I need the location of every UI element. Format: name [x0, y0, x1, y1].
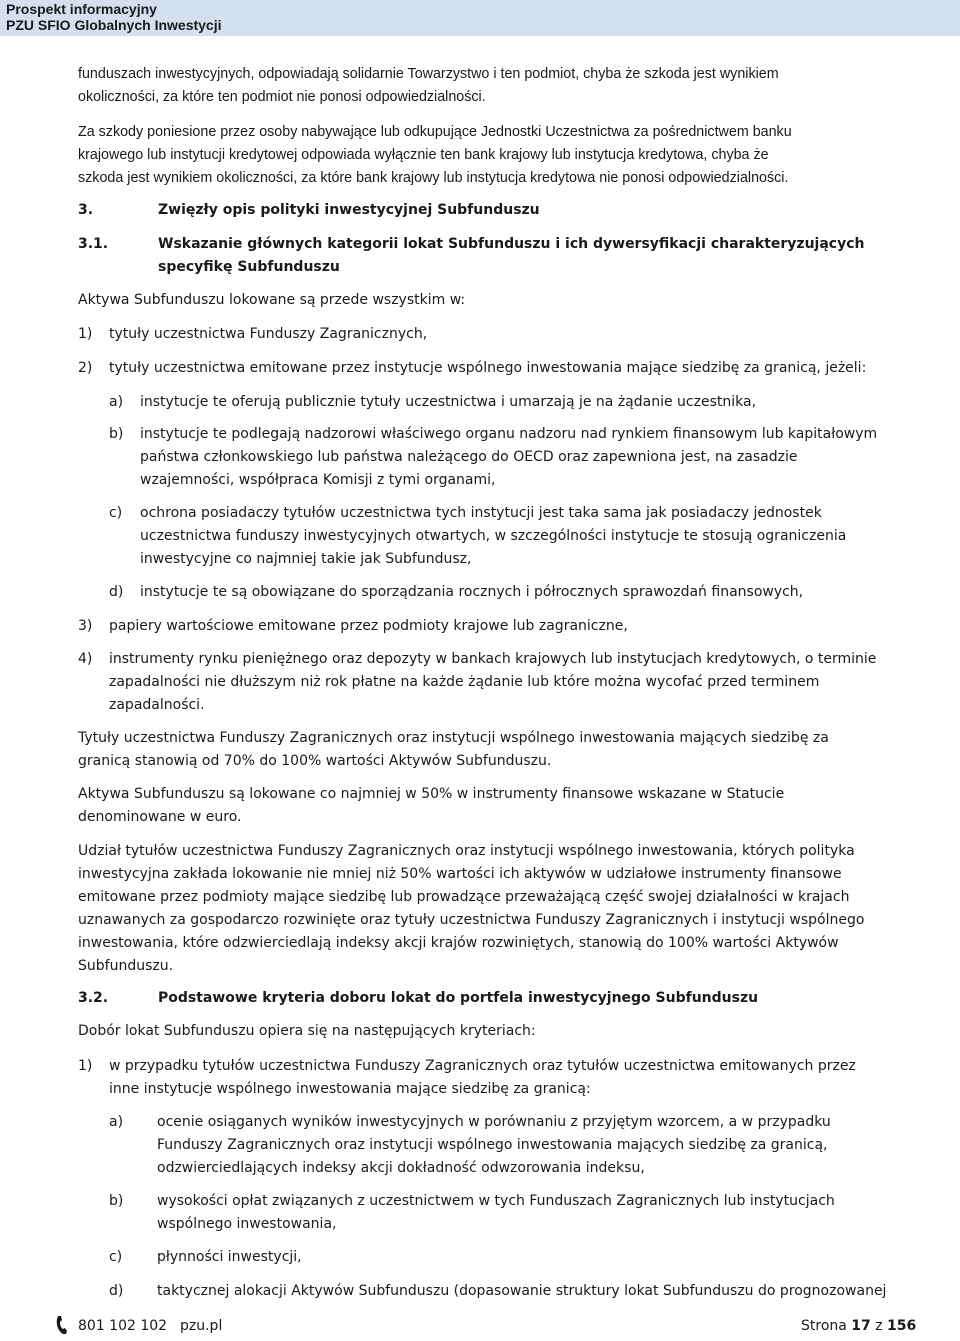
sublist-item: państwa członkowskiego lub państwa należącego do OECD oraz zapewniona jest, na zasadzie — [140, 449, 798, 465]
section-31-title: Wskazanie głównych kategorii lokat Subfunduszu i ich dywersyfikacji charakteryzujących — [158, 236, 865, 252]
header-title: Prospekt informacyjny — [6, 1, 157, 17]
list-label: 1) — [78, 1058, 93, 1074]
sublist-item: instytucje te są obowiązane do sporządzania rocznych i półrocznych sprawozdań finansowych, — [140, 584, 804, 600]
page-number — [801, 1318, 916, 1335]
sublist-item: wspólnego inwestowania, — [157, 1216, 337, 1232]
footer-phone: 801 102 102 — [78, 1318, 168, 1334]
sublist-label: c) — [109, 1249, 123, 1265]
header-fund-name: PZU SFIO Globalnych Inwestycji — [6, 17, 222, 33]
sublist-item: uczestnictwa funduszy inwestycyjnych otwartych, w szczególności instytucje te stosują ograniczenia — [140, 528, 847, 544]
list-label: 2) — [78, 360, 93, 376]
list-item: tytuły uczestnictwa Funduszy Zagranicznych, — [109, 326, 428, 342]
intro-p1-line: funduszach inwestycyjnych, odpowiadają solidarnie Towarzystwo i ten podmiot, chyba że szkoda jest wynikiem — [78, 66, 779, 82]
page-separator: z — [875, 1318, 883, 1334]
sublist-label: a) — [109, 394, 124, 410]
sublist-label: b) — [109, 1193, 124, 1209]
sublist-item: odzwierciedlających indeksy akcji dokładność odwzorowania indeksu, — [157, 1160, 645, 1176]
list-item: papiery wartościowe emitowane przez podmioty krajowe lub zagraniczne, — [109, 618, 628, 634]
list-item: zapadalności. — [109, 697, 205, 713]
page-current: 17 — [851, 1318, 871, 1334]
sublist-item: taktycznej alokacji Aktywów Subfunduszu (dopasowanie struktury lokat Subfunduszu do prognozowanej — [157, 1283, 887, 1299]
paragraph-line: granicą stanowią od 70% do 100% wartości Aktywów Subfunduszu. — [78, 753, 552, 769]
paragraph-line: denominowane w euro. — [78, 809, 242, 825]
sublist-label: a) — [109, 1114, 124, 1130]
sublist-item: Funduszy Zagranicznych oraz instytucji wspólnego inwestowania mających siedzibę za granicą, — [157, 1137, 828, 1153]
section-32-number: 3.2. — [78, 990, 109, 1006]
section-32-title: Podstawowe kryteria doboru lokat do portfela inwestycyjnego Subfunduszu — [158, 990, 759, 1006]
list-item: inne instytucje wspólnego inwestowania mające siedzibę za granicą: — [109, 1081, 591, 1097]
page-prefix: Strona — [801, 1318, 847, 1334]
list-item: instrumenty rynku pieniężnego oraz depozyty w bankach krajowych lub instytucjach kredytowych, o terminie — [109, 651, 877, 667]
section-32-lead: Dobór lokat Subfunduszu opiera się na następujących kryteriach: — [78, 1023, 536, 1039]
paragraph-line: emitowane przez podmioty mające siedzibę lub prowadzące przeważającą część swojej działalności w krajach — [78, 889, 850, 905]
paragraph-line: Tytuły uczestnictwa Funduszy Zagranicznych oraz instytucji wspólnego inwestowania mających siedzibę za — [78, 730, 829, 746]
sublist-item: ocenie osiąganych wyników inwestycyjnych w porównaniu z przyjętym wzorcem, a w przypadku — [157, 1114, 831, 1130]
section-3-title: Zwięzły opis polityki inwestycyjnej Subfunduszu — [158, 202, 540, 218]
paragraph-line: uznawanych za gospodarczo rozwinięte oraz tytuły uczestnictwa Funduszy Zagranicznych i instytucji wspólnego — [78, 912, 865, 928]
paragraph-line: inwestycyjna zakłada lokowanie nie mniej niż 50% wartości ich aktywów w udziałowe instrumenty finansowe — [78, 866, 842, 882]
list-label: 4) — [78, 651, 93, 667]
footer-website[interactable]: pzu.pl — [180, 1318, 223, 1334]
paragraph-line: Udział tytułów uczestnictwa Funduszy Zagranicznych oraz instytucji wspólnego inwestowania, których polityka — [78, 843, 855, 859]
sublist-item: inwestycyjne co najmniej takie jak Subfundusz, — [140, 551, 472, 567]
sublist-item: wysokości opłat związanych z uczestnictwem w tych Funduszach Zagranicznych lub instytucjach — [157, 1193, 835, 1209]
list-item: w przypadku tytułów uczestnictwa Funduszy Zagranicznych oraz tytułów uczestnictwa emitowanych przez — [109, 1058, 856, 1074]
paragraph-line: inwestowania, które odzwierciedlają indeksy akcji krajów rozwiniętych, stanowią do 100% wartości Aktywów — [78, 935, 839, 951]
list-item: tytuły uczestnictwa emitowane przez instytucje wspólnego inwestowania mające siedzibę za granicą, jeżeli: — [109, 360, 867, 376]
sublist-item: ochrona posiadaczy tytułów uczestnictwa tych instytucji jest taka sama jak posiadaczy jednostek — [140, 505, 822, 521]
list-label: 3) — [78, 618, 93, 634]
sublist-label: c) — [109, 505, 123, 521]
section-3-number: 3. — [78, 202, 94, 218]
document-footer — [0, 1316, 960, 1340]
paragraph-line: Aktywa Subfunduszu są lokowane co najmniej w 50% w instrumenty finansowe wskazane w Statucie — [78, 786, 785, 802]
sublist-item: wzajemności, współpraca Komisji z tymi organami, — [140, 472, 496, 488]
section-31-title: specyfikę Subfunduszu — [158, 259, 340, 275]
sublist-label: d) — [109, 1283, 124, 1299]
sublist-label: d) — [109, 584, 124, 600]
page-total: 156 — [887, 1318, 917, 1334]
sublist-item: płynności inwestycji, — [157, 1249, 302, 1265]
intro-p2-line: szkoda jest wynikiem okoliczności, za które bank krajowy lub instytucja kredytowa nie ponosi odpowiedzialności. — [78, 170, 789, 186]
sublist-item: instytucje te oferują publicznie tytuły uczestnictwa i umarzają je na żądanie uczestnika, — [140, 394, 757, 410]
phone-icon — [54, 1315, 68, 1340]
sublist-item: instytucje te podlegają nadzorowi właściwego organu nadzoru nad rynkiem finansowym lub kapitałowym — [140, 426, 878, 442]
paragraph-line: Subfunduszu. — [78, 958, 174, 974]
list-label: 1) — [78, 326, 93, 342]
section-31-lead: Aktywa Subfunduszu lokowane są przede wszystkim w: — [78, 292, 466, 308]
document-header — [0, 0, 960, 36]
intro-p1-line: okoliczności, za które ten podmiot nie ponosi odpowiedzialności. — [78, 89, 486, 105]
intro-p2-line: krajowego lub instytucji kredytowej odpowiada wyłącznie ten bank krajowy lub instytucja kredytowa, chyba że — [78, 147, 769, 163]
intro-p2-line: Za szkody poniesione przez osoby nabywające lub odkupujące Jednostki Uczestnictwa za pośrednictwem banku — [78, 124, 792, 140]
section-31-number: 3.1. — [78, 236, 109, 252]
sublist-label: b) — [109, 426, 124, 442]
list-item: zapadalności nie dłuższym niż rok płatne na każde żądanie lub które można wycofać przed terminem — [109, 674, 820, 690]
